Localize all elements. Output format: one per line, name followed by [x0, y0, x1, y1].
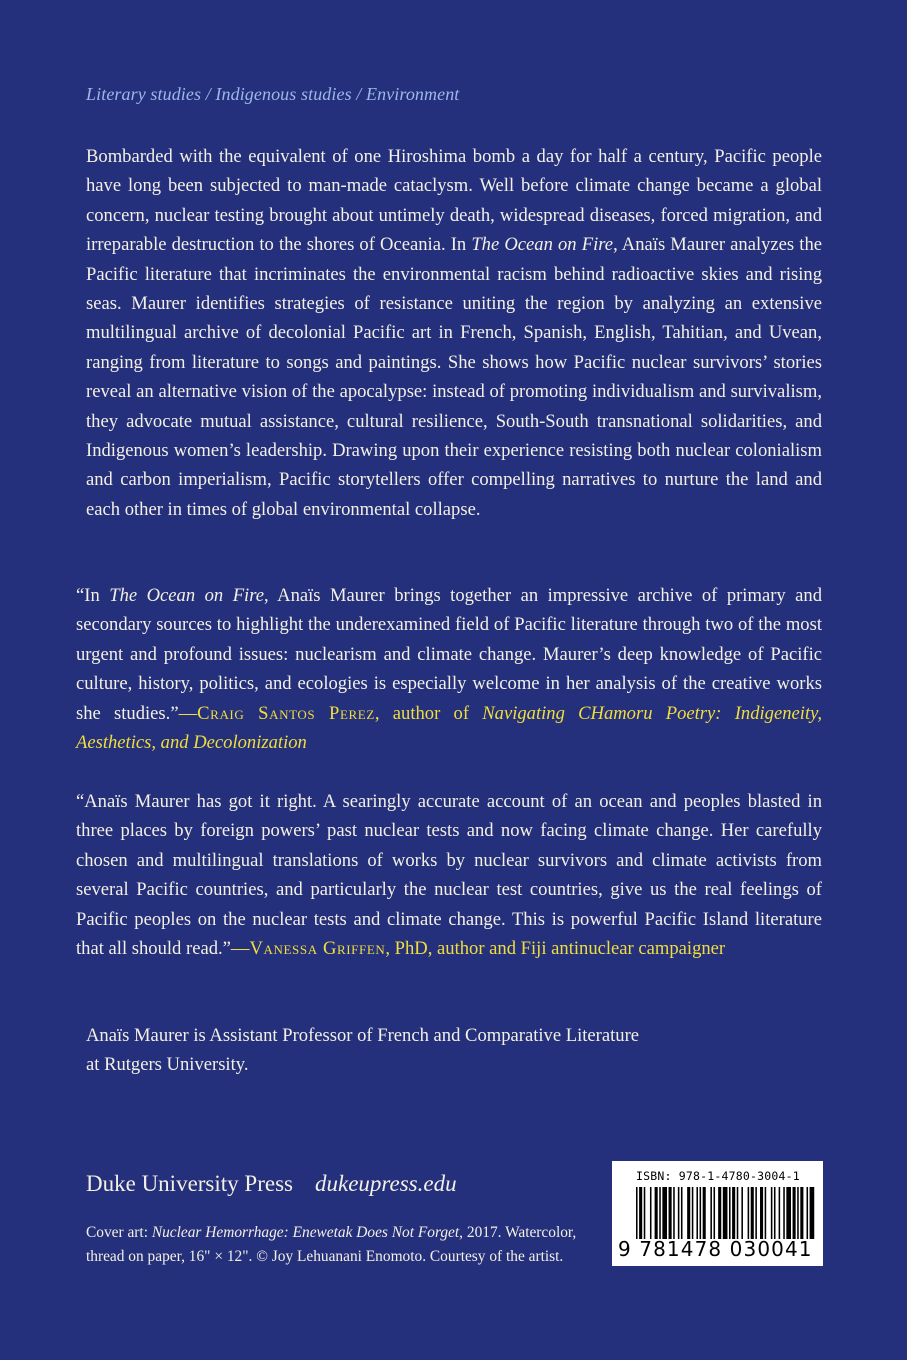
barcode-bar [771, 1187, 773, 1239]
barcode-bar [786, 1187, 791, 1239]
publisher-name: Duke University Press [86, 1171, 293, 1196]
publisher-line [86, 1171, 457, 1197]
barcode-bar [810, 1187, 815, 1239]
blurb-part-2: , Anaïs Maurer analyzes the Pacific literature that incriminates the environmental racism behind radioactive skies and rising seas. Maurer identifies strategies of resistance uniting the region by analyzing an extensive multilingual archive of decolonial Pacific art in French, Spanish, English, Tahitian, and Uvean, ranging from literature to songs and paintings. She shows how Pacific nuclear survivors’ stories reveal an alternative vision of the apocalypse: instead of promoting individualism and survivalism, they advocate mutual assistance, cultural resilience, South-South transnational solidarities, and Indigenous women’s leadership. Drawing upon their experience resisting both nuclear colonialism and carbon imperialism, Pacific storytellers offer compelling narratives to nurture the land and each other in times of global environmental collapse. [86, 234, 822, 520]
quote1-book: Navigating CHamoru Poetry: Indigeneity, Aesthetics, and Decolonization [76, 702, 822, 754]
isbn-barcode [612, 1161, 823, 1266]
barcode-bar [732, 1187, 735, 1239]
barcode-bar [718, 1187, 721, 1239]
barcode-bar [783, 1187, 785, 1239]
barcode-bar [655, 1187, 658, 1239]
barcode-bar [700, 1187, 702, 1239]
publisher-url: dukeupress.edu [314, 1171, 457, 1196]
barcode-bar [760, 1187, 763, 1239]
quote1-attribution [76, 703, 822, 753]
barcode-digits: 9 781478 030041 [618, 1237, 813, 1261]
author-bio: Anaïs Maurer is Assistant Professor of French and Comparative Literature at Rutgers University. [86, 1025, 640, 1076]
barcode-bar [703, 1187, 706, 1239]
credit-rest: , 2017. Watercolor, thread on paper, 16" × 12". © Joy Lehuanani Enomoto. Courtesy of the artist. [86, 1224, 577, 1265]
barcode-bar [779, 1187, 781, 1239]
blurb-book-title: The Ocean on Fire [471, 234, 614, 256]
quote1-dash: — [178, 702, 198, 724]
barcode-bar [687, 1187, 690, 1239]
endorsement-quote-2 [76, 787, 822, 963]
book-description [86, 142, 822, 524]
barcode-bar [678, 1187, 680, 1239]
isbn-label: ISBN: 978-1-4780-3004-1 [636, 1169, 800, 1183]
barcode-bar [793, 1187, 796, 1239]
barcode-bar [673, 1187, 675, 1239]
barcode-bar [774, 1187, 776, 1239]
barcode-bar [765, 1187, 767, 1239]
barcode-bar [800, 1187, 803, 1239]
barcode-bar [755, 1187, 757, 1239]
quote1-open: “In [76, 585, 110, 606]
barcode-bar [748, 1187, 750, 1239]
endorsement-quote-1 [76, 581, 822, 757]
credit-prefix: Cover art: [86, 1224, 152, 1241]
credit-artwork-title: Nuclear Hemorrhage: Enewetak Does Not Forget [151, 1224, 460, 1241]
quote2-attribution [231, 938, 725, 959]
barcode-bar [751, 1187, 754, 1239]
barcode-bar [737, 1187, 739, 1239]
quote2-dash: — [230, 938, 250, 960]
barcode-bar [696, 1187, 698, 1239]
cover-art-credit [86, 1221, 596, 1269]
barcode-bar [639, 1187, 642, 1239]
blurb-part-1: Bombarded with the equivalent of one Hiroshima bomb a day for half a century, Pacific people have long been subjected to man-made cataclysm. Well before climate change became a global concern, nuclear testing brought about untimely death, widespread diseases, forced migration, and irreparable destruction to the shores of Oceania. In [86, 146, 822, 256]
barcode-bar [807, 1187, 809, 1239]
barcode-bar [681, 1187, 683, 1239]
quote1-book-title: The Ocean on Fire [109, 585, 265, 606]
subject-categories: Literary studies / Indigenous studies / Environment [86, 84, 460, 104]
quote2-author: Vanessa Griffen [249, 938, 386, 960]
quote1-author: Craig Santos Perez [197, 702, 375, 724]
barcode-bar [714, 1187, 716, 1239]
barcode-bar [692, 1187, 694, 1239]
barcode-bar [669, 1187, 672, 1239]
barcode-bar [644, 1187, 646, 1239]
barcode-bar [710, 1187, 712, 1239]
barcode-bar [636, 1187, 638, 1239]
quote1-affiliation-prefix: , author of [374, 702, 483, 724]
barcode-bar [729, 1187, 731, 1239]
barcode-bar [797, 1187, 799, 1239]
barcode-bar [723, 1187, 728, 1239]
quote2-text: “Anaïs Maurer has got it right. A searingly accurate account of an ocean and peoples blasted in three places by foreign powers’ past nuclear tests and now facing climate change. Her carefully chosen and multilingual translations of works by nuclear survivors and climate activists from several Pacific countries, and particularly the nuclear test countries, give us the real feelings of Pacific peoples on the nuclear tests and climate change. This is powerful Pacific Island literature that all should read.” [76, 791, 822, 960]
barcode-bar [650, 1187, 652, 1239]
quote1-text: , Anaïs Maurer brings together an impressive archive of primary and secondary sources to highlight the underexamined field of Pacific literature through two of the most urgent and profound issues: nuclearism and climate change. Maurer’s deep knowledge of Pacific culture, history, politics, and ecologies is especially welcome in her analysis of the creative works she studies.” [76, 585, 823, 724]
quote2-affiliation: , PhD, author and Fiji antinuclear campaigner [385, 938, 726, 960]
barcode-bar [741, 1187, 743, 1239]
barcode-bar [662, 1187, 667, 1239]
barcode-bar [659, 1187, 661, 1239]
